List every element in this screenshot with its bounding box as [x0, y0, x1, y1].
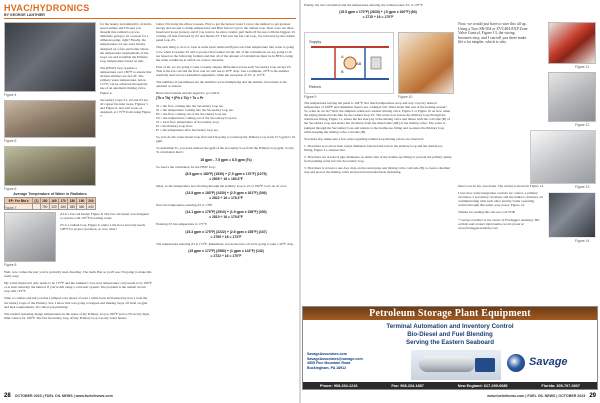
- table-cell: 280: [69, 204, 76, 209]
- figure-10-photo: [398, 32, 454, 94]
- ad-email-link[interactable]: SavageAssociates@savage.com: [307, 356, 363, 361]
- figure-10-caption: Figure 10: [398, 95, 413, 99]
- paragraph: The normal operating design temperatures in the sense of my Primary loop is 180°F and so I'll set my high-limit control for 190°F. The flat Secondary loop off my Primary loop was my water heater.: [4, 311, 150, 320]
- equation: (15.5 gpm x 170°F) (2635) + (.5 gpm x 160°F) (80): [339, 10, 417, 15]
- legend-line: Pr = the temperature after Secondary loop tee.: [156, 128, 219, 133]
- paragraph: Z5 is a radiant loop, Figure 9, under a tile floor and only needs 108°F for proper operation, so now what?: [60, 223, 146, 232]
- paragraph: The temperature entering Z4 is 172°F. Remember, across the fan coil we're going to take a 30°F drop.: [156, 241, 294, 246]
- paragraph: So, here's the calculation for the HSW loop:: [156, 164, 216, 169]
- equation: = 2805 ÷ 16 = 180.3°F: [209, 176, 243, 181]
- equation: (13.5 gpm x 180°F) (2430) + (2.5 gpm x 161°F) (394): [185, 191, 267, 195]
- paragraph: Now, we would just have to wire this all up. Using a Taco SR-504 or ZVC404-EXP Zone Valve Control, Figure 13, the wiring becomes easy, and I can tell you three make life a lot simpler, which is why: [458, 22, 528, 45]
- ad-phone-bar: [303, 382, 597, 389]
- paragraph: Entering Z3 the temperature is 175°F.: [156, 222, 208, 227]
- figure-8-caption: Figure 8: [4, 263, 17, 267]
- right-folio-text: www.fueloilnews.com | FUEL OIL NEWS | OCTOBER 2023: [487, 394, 586, 398]
- radiator-temperature-table: [4, 197, 96, 210]
- diagram-ab-label: AB: [356, 61, 362, 66]
- equation: (15 gpm x 172°F) (2580) + (1 gpm x 142°F) (142): [188, 248, 264, 253]
- ad-city-line: Buckingham, PA 18912: [307, 365, 347, 370]
- table-cell: 180: [69, 198, 76, 203]
- table-cell: [1]: [34, 198, 39, 203]
- right-column-2-top: [458, 22, 528, 64]
- left-column-1-upper: [100, 22, 152, 212]
- paragraph: Okay, so the temperature now moving through the primary loop to Z1 is 180°F. Let's do Z1 now.: [156, 183, 288, 188]
- ad-website-link[interactable]: SavageAssociates.com: [307, 352, 347, 356]
- paragraph: Finally, the last calculation and the temperature entering my radiant panel, Z5, is 170°F.: [304, 3, 424, 7]
- equation: (8.5 gpm x 180°F) (1530) + (7.5 gpm x 170°F) (1275): [185, 171, 267, 176]
- paragraph: First of all, we are going to take a twenty-degree differential across each Secondary loop except Z5. That is the fan coil and the flow rate we will use is 30°F drop. Just a reminder, 20°F is the number normally used across residential equipment, while the exception of Z5, at 115°F.: [156, 64, 292, 78]
- rule-item: 2. That there are at least 6 pipe diameters on either side of the double-tee fitting to prevent the primary pump from pushing water into the Secondary loop.: [304, 155, 452, 164]
- savage-logo-icon: [507, 354, 525, 372]
- paragraph: The temperature leaving the panel is 164°F. Not much temperature drop and way over my desired temperature of 108°F and remember there's not a damper fail. What about that rest of the heating season? So, what do we do? Well, the simplest solution is another mixing valve, Figure 3 or Figure 10 on how when the piping method looks like for the radiant loop Z5. The water now leaves the Primary loop through the double-tee fitting, Figure 11, enters the hot side (A) of the mixing valve and mixes with the cold side (B) of the Secondary loop and enters the circulator from the mixed side (AB) of the mixing valve. The water is pumped through the Secondary loop and returns to the double-tee fitting and re-enters the Primary loop while keeping the mixing valve cold side (B).: [304, 101, 451, 134]
- figure-7-caption: Figure 7: [4, 206, 17, 210]
- figure-6-photo: [4, 146, 96, 186]
- table-cell: 440: [88, 204, 94, 209]
- figure-8-photo: [4, 212, 56, 262]
- formula: (Tb x Tb) + (Pb x Tb) ÷ Ts = Pr: [156, 96, 204, 101]
- figure-6-caption: Figure 6: [4, 187, 17, 191]
- equation: = 2822 ÷ 16 = 176.3°F: [209, 196, 243, 201]
- paragraph: The next thing to do is to look at some basic math and figure out what temperature that water is going to be when it reaches Z5 and to protect that radiant circuit. All of the calculations we are going to do are based on the following formula and that all of the amount of calculations must be in BTUs, being the same conditions at which we want to measure.: [156, 45, 295, 62]
- author-bio: * George Lanthier is the owner of Firebagger Academy. His website and contact information can be found at www.firebaggeracademy.com: [458, 217, 540, 230]
- ad-phone-ne: New England: 617-299-0685: [457, 383, 508, 388]
- table-cell: [33, 204, 40, 210]
- legend-line: Ts = the temperature coming into the Secondary loop tee.: [156, 107, 234, 112]
- rule-item: 3. That there is at least a one-foot drop on the return pipe and mixing valve cold side (B) to create a thermal trap and protect the mixing valve and prevent unwanted heat siphoning.: [304, 166, 450, 175]
- ad-logo-text: Savage: [529, 356, 568, 368]
- diagram-a-label: A: [341, 54, 344, 59]
- paragraph: The [HSW] loop requires a temperature over 180°F to ensure that all heat emitters are fed off. The primary water temperature, below 115°F, can be achieved through the use of an automatic mixing valve, Figure 4.: [100, 65, 152, 95]
- table-cell: 160: [60, 204, 66, 209]
- table-cell: 700: [42, 204, 48, 209]
- equation: = 2769 ÷ 16 = 173°F: [210, 234, 242, 239]
- equation: = 2722 ÷ 16 = 170°F: [210, 253, 242, 258]
- table-cell: 170: [60, 198, 66, 203]
- left-folio-text: OCTOBER 2023 | FUEL OIL NEWS | www.fueloilnews.com: [14, 394, 113, 398]
- figure-13-caption: Figure 13: [575, 185, 590, 189]
- figure-11-photo: [548, 22, 596, 64]
- ad-tank-shape: [419, 356, 475, 372]
- legend-line: Ts = total flow temperature of Secondary loop.: [156, 119, 220, 124]
- header-rule: [4, 18, 296, 19]
- paragraph: So, let's do the water heater loop first and I'm going to round up my Primary loop from 15.5 gpm to 16 gpm.: [156, 135, 296, 144]
- page-gutter: [299, 0, 301, 403]
- table-cell: 160: [51, 198, 57, 203]
- figure-5-caption: Figure 5: [4, 139, 17, 143]
- diagram-return-label: Return: [309, 84, 322, 89]
- left-page-number: 28: [4, 393, 11, 399]
- paragraph: Thanks for reading this and see you! FOR: [458, 210, 515, 215]
- ad-address-line: 4505 Fine Mountain Road: [307, 361, 351, 366]
- equation: (15.3 gpm x 175°F) (2222) + (2.6 gpm x 158°F) (437): [185, 229, 267, 234]
- table-title: Average Temperature of Water in Radiators: [13, 192, 87, 196]
- paragraph: Time to confess and tell you that I jumped over ahead of even a while back and learned by how I look the Secondary loops of the Primary. See, I know that was going to happen and making loops off bead on gpm and heat requirements. It's called 'pre-planning.': [4, 296, 148, 309]
- equation: (14.1 gpm x 176°F) (2510) + (1.9 gpm x 158°F) (300): [185, 210, 267, 215]
- paragraph: Secondary loops Z1, Z2 and Z3 are all copper fin-tube loops, Figures 5 and Figure 6, and will work, as designed, at 175°F from using Figure 7.: [100, 97, 151, 118]
- table-cell: 200: [88, 198, 94, 203]
- paragraph: boiler. I'm doing the elbow reasons. First to get the hottest water I can to the indirect to get greatest energy and second to dump temperature and Btus before I get to the radiant loop. Next were out three baseboard loops (zones), and if you want to be extra careful, pull them off the tees with the biggest, Z1 coming off first followed by Z2 and finally Z3. That was my fan coil loop, Z4, followed by the radiant panel loop Z5.: [156, 22, 296, 43]
- piping-diagram: [305, 33, 395, 95]
- paragraph: To determine Ts, you need subtract the gpm of the secondary loop from the Primary loop gpm. So my Ts calculation that's:: [156, 146, 294, 155]
- ad-phone: Phone: 908-234-1216: [319, 383, 358, 388]
- figure-12-caption: Figure 12: [575, 123, 590, 127]
- table-cell: EP: For Btu's: [5, 198, 33, 204]
- section-title: HVAC/HYDRONICS: [4, 3, 90, 13]
- ad-contact-block: [307, 352, 407, 370]
- legend-line: Ts = the flow coming into the Secondary loop tee.: [156, 103, 224, 108]
- paragraph: for the beauty and simplicity of multi-speed pumps and I'm sure you thought that radiant loop was definitely going to be a reason for a different pump, right? Finally, the temperatures we use were mostly designed on a free and boiler where the temperature requirements of the loops are and available the Primary loop temperatures based on that.: [100, 22, 152, 63]
- ad-title: Petroleum Storage Plant Equipment: [369, 308, 531, 319]
- table-cell: 360: [78, 204, 85, 209]
- figure-11-caption: Figure 11: [575, 65, 590, 69]
- diagram-b-label: B: [341, 69, 344, 74]
- right-column-1-top: [304, 3, 452, 31]
- paragraph: Well, now comes the part you've probably been dreading. The math. But as you'll see, I'm going to make this really easy.: [4, 270, 152, 279]
- diagram-supply-label: Supply: [309, 39, 322, 44]
- paragraph: Z4 is a fan coil heater, Figure 8. The fan coil heater was designed to operate with 165°F incoming water.: [60, 212, 149, 221]
- equation: = 2810 ÷ 16 = 175.6°F: [209, 215, 243, 220]
- paragraph: My writer high level only needs to be 175°F and the summer's 'low-start temperature' only needs to be 180°F or at least naturally the indirect if you're still using a cold-start system. The problem is the radiant circuit loop will 125°F.: [4, 281, 152, 294]
- ad-line-2: Bio-Diesel and Fuel Blending: [407, 331, 493, 338]
- author-byline: BY GEORGE LANTHIER: [4, 13, 45, 17]
- table-cell: 120: [51, 204, 57, 209]
- figure-4-caption: Figure 4: [4, 93, 17, 97]
- right-column-1: [304, 101, 452, 303]
- figure-14-caption: Figure 14: [575, 239, 590, 243]
- advertisement[interactable]: [302, 306, 598, 390]
- legend-line: Pb = the flow coming out of the Secondary loop tee.: [156, 111, 227, 116]
- paragraph: You must also make sure a few rules regarding radiant loop mixing valves are observed:: [304, 136, 424, 141]
- paragraph: Now the temperature entering Z2 is 176F.: [156, 203, 213, 208]
- figure-7-table: [4, 192, 96, 210]
- equation: 16 gpm - 7.5 gpm = 8.5 gpm (Ts): [200, 157, 252, 162]
- figure-14-photo: [548, 192, 596, 238]
- figure-13-photo: [530, 130, 596, 184]
- paragraph: I love how some integration controls for control, a primary circulator, a secondary circulator and my indirect circulator all communicating with each other and my boiler operating control through this panel, easy peasy, Figure 14.: [458, 191, 543, 208]
- right-page-number: 29: [589, 393, 596, 399]
- ad-truck-cab: [475, 358, 495, 372]
- figure-12-photo: [548, 72, 596, 122]
- right-column-2: [458, 184, 544, 302]
- table-cell: 150: [42, 198, 48, 203]
- legend-line: Tb = the temperature coming out of the Secondary loop tee.: [156, 115, 238, 120]
- left-column-1-lower: [4, 270, 152, 390]
- right-folio: [487, 393, 596, 399]
- figure-9-caption: Figure 9: [304, 95, 317, 99]
- legend-line: Pt = the Primary loop flow.: [156, 123, 193, 128]
- rule-item: 1. That there is no more than 4 pipe diameters between the tees in the primary loop and the double-tee fitting, Figure 11, ensures that.: [304, 143, 443, 152]
- paragraph: Here's the formula and the legend to go with it:: [156, 91, 220, 96]
- figure-9-diagram: [304, 32, 394, 94]
- equation: = 2715 ÷ 16 = 170°F: [362, 15, 394, 20]
- paragraph: there's one in my own home. The wiring is shown in Figure 13.: [458, 184, 544, 188]
- figure-4-photo: [4, 22, 96, 92]
- ad-fax: Fax: 908-234-1887: [391, 383, 424, 388]
- ad-logo: [505, 352, 593, 374]
- table-cell: 190: [78, 198, 85, 203]
- ad-phone-fl: Florida: 305-767-0607: [541, 383, 581, 388]
- ad-bottom-panel: [303, 348, 597, 391]
- left-folio: [4, 393, 113, 399]
- ad-line-1: Terminal Automation and Inventory Control: [386, 323, 514, 330]
- table-row: [5, 204, 96, 210]
- paragraph: The numbers in parentheses are the numbers we're multiplying and the number in brackets is the quotient or answer.: [156, 80, 287, 89]
- figure-5-photo: [4, 100, 96, 138]
- left-column-1-mid: [60, 212, 152, 266]
- ad-line-3: Serving the Eastern Seaboard: [405, 339, 495, 346]
- left-column-2: [156, 22, 296, 390]
